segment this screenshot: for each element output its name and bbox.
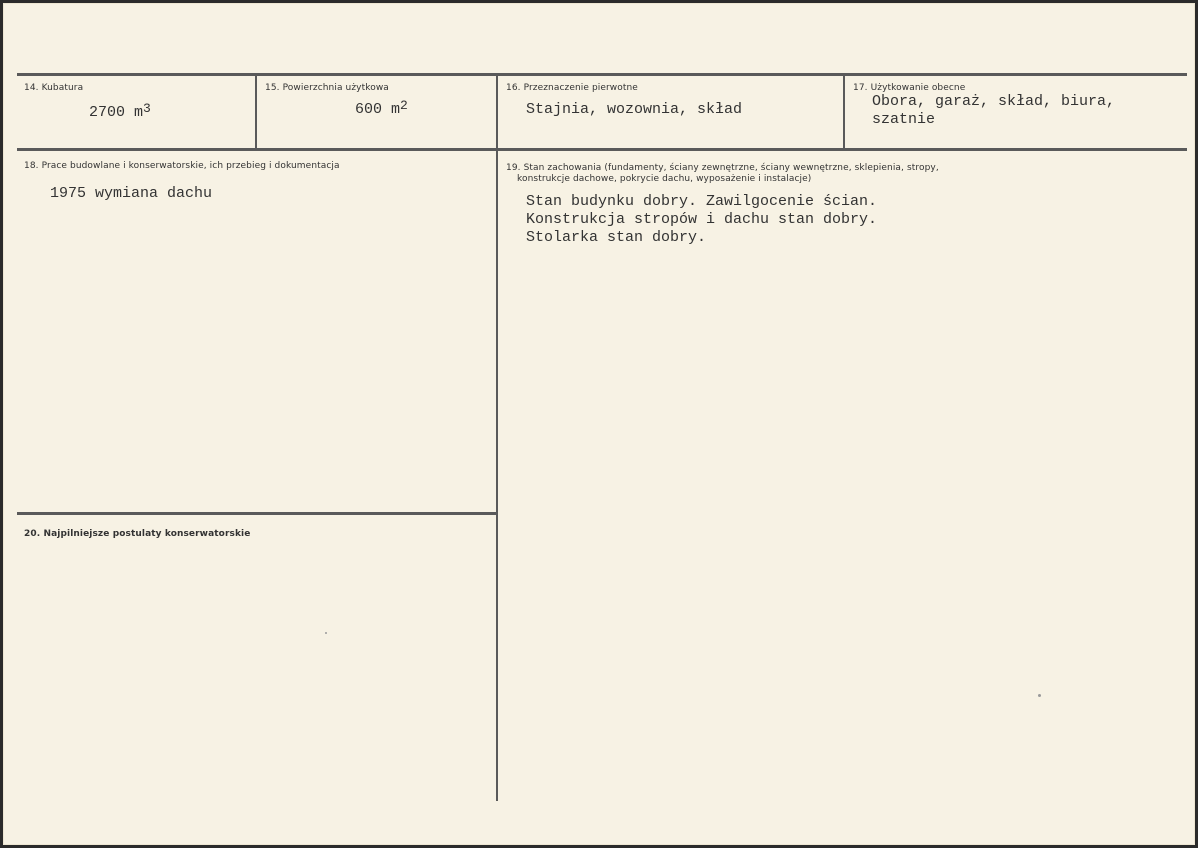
stan-label-line: 19. Stan zachowania (fundamenty, ściany zewnętrzne, ściany wewnętrzne, sklepienia, stropy, [506, 163, 939, 173]
paper-speck [1038, 694, 1041, 697]
section-20-rule [17, 512, 496, 515]
powierzchnia-value [355, 98, 408, 119]
inventory-card [3, 3, 1195, 845]
kubatura-exponent: 3 [143, 101, 151, 116]
divider-16-17 [843, 73, 845, 151]
divider-16-main [496, 73, 498, 801]
przeznaczenie-value: Stajnia, wozownia, skład [526, 101, 743, 118]
uzytkowanie-line: szatnie [872, 111, 936, 128]
top-rule [17, 73, 1187, 76]
stan-label-line: konstrukcje dachowe, pokrycie dachu, wyposażenie i instalacje) [517, 174, 812, 184]
powierzchnia-label: 15. Powierzchnia użytkowa [265, 83, 389, 93]
powierzchnia-value-text: 600 m [355, 101, 401, 118]
stan-line: Stan budynku dobry. Zawilgocenie ścian. [526, 193, 878, 210]
stan-line: Stolarka stan dobry. [526, 229, 707, 246]
stan-line: Konstrukcja stropów i dachu stan dobry. [526, 211, 878, 228]
divider-14-15 [255, 73, 257, 151]
kubatura-value-text: 2700 m [89, 104, 144, 121]
stan-value [526, 193, 877, 247]
kubatura-value [89, 101, 151, 122]
prace-label: 18. Prace budowlane i konserwatorskie, ich przebieg i dokumentacja [24, 161, 340, 171]
powierzchnia-exponent: 2 [400, 98, 408, 113]
uzytkowanie-line: Obora, garaż, skład, biura, [872, 93, 1116, 110]
przeznaczenie-label: 16. Przeznaczenie pierwotne [506, 83, 638, 93]
paper-speck [325, 632, 327, 634]
middle-rule [17, 148, 1187, 151]
postulaty-label: 20. Najpilniejsze postulaty konserwatorskie [24, 529, 251, 539]
prace-value: 1975 wymiana dachu [50, 185, 213, 202]
stan-label [506, 163, 939, 185]
kubatura-label: 14. Kubatura [24, 83, 84, 93]
uzytkowanie-label: 17. Użytkowanie obecne [853, 83, 966, 93]
uzytkowanie-value [872, 93, 1115, 129]
